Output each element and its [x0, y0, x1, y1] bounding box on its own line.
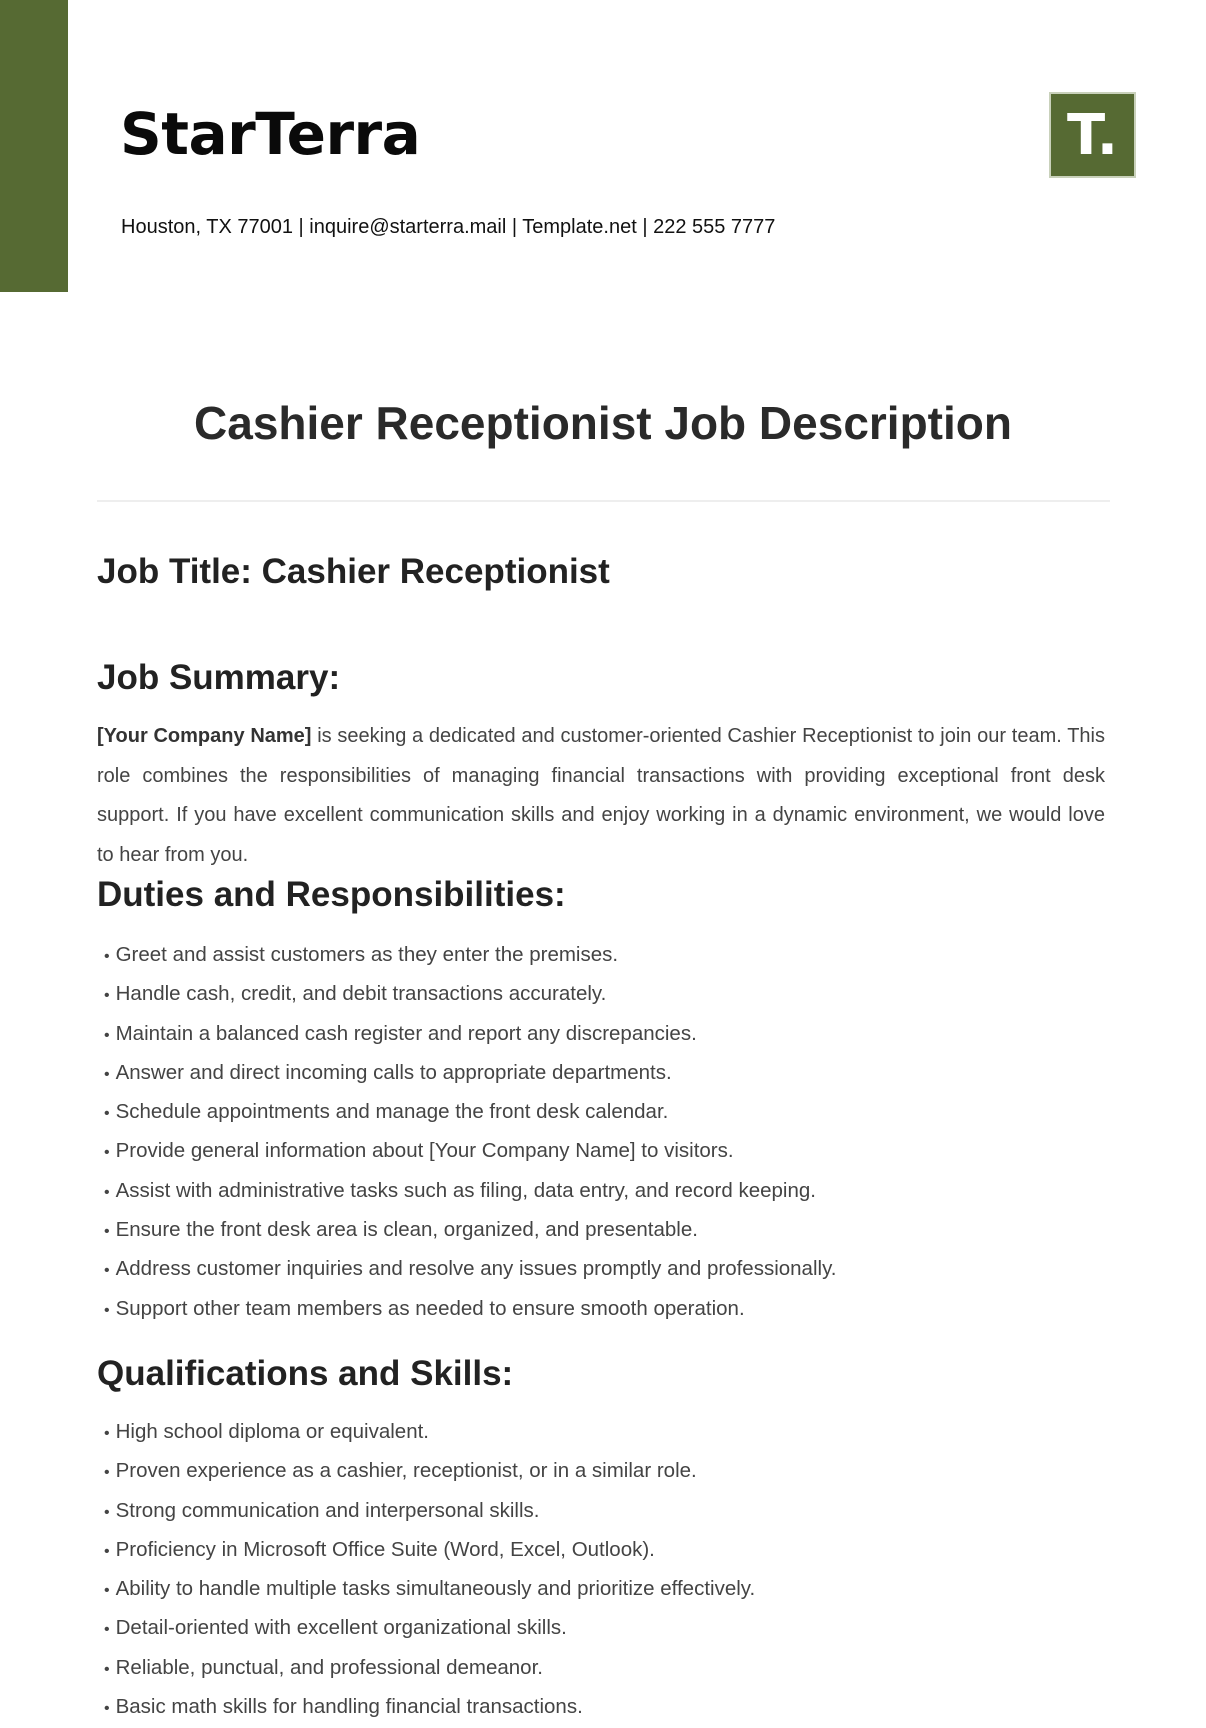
summary-body: is seeking a dedicated and customer-oriented Cashier Receptionist to join our team. This role combines the responsibilities of managing financial transactions with providing exceptional front desk support. If you have excellent communication skills and enjoy working in a dynamic environment, we would love to hear from you.	[97, 725, 1105, 866]
job-summary-heading: Job Summary:	[97, 658, 341, 697]
company-name: StarTerra	[120, 100, 421, 168]
list-item: • Ensure the front desk area is clean, organized, and presentable.	[104, 1210, 837, 1249]
list-item: • Basic math skills for handling financial transactions.	[104, 1687, 755, 1726]
accent-bar	[0, 0, 68, 292]
list-item: • Proven experience as a cashier, receptionist, or in a similar role.	[104, 1451, 755, 1490]
divider	[97, 500, 1110, 502]
list-item: • Detail-oriented with excellent organizational skills.	[104, 1608, 755, 1647]
company-placeholder: [Your Company Name]	[97, 725, 312, 747]
duties-heading: Duties and Responsibilities:	[97, 875, 566, 914]
list-item: • Handle cash, credit, and debit transactions accurately.	[104, 974, 837, 1013]
list-item: • High school diploma or equivalent.	[104, 1412, 755, 1451]
page-title: Cashier Receptionist Job Description	[194, 397, 1012, 449]
list-item: • Ability to handle multiple tasks simultaneously and prioritize effectively.	[104, 1569, 755, 1608]
list-item: • Maintain a balanced cash register and report any discrepancies.	[104, 1014, 837, 1053]
company-logo	[1049, 92, 1136, 178]
list-item: • Assist with administrative tasks such as filing, data entry, and record keeping.	[104, 1171, 837, 1210]
logo-letter: T.	[1067, 102, 1118, 168]
list-item: • Greet and assist customers as they enter the premises.	[104, 935, 837, 974]
job-title-heading: Job Title: Cashier Receptionist	[97, 552, 610, 591]
duties-list	[104, 935, 837, 1328]
contact-info: Houston, TX 77001 | inquire@starterra.mail | Template.net | 222 555 7777	[121, 216, 776, 238]
qualifications-heading: Qualifications and Skills:	[97, 1354, 514, 1393]
qualifications-list	[104, 1412, 755, 1726]
list-item: • Reliable, punctual, and professional demeanor.	[104, 1648, 755, 1687]
list-item: • Proficiency in Microsoft Office Suite (Word, Excel, Outlook).	[104, 1530, 755, 1569]
list-item: • Answer and direct incoming calls to appropriate departments.	[104, 1053, 837, 1092]
list-item: • Schedule appointments and manage the front desk calendar.	[104, 1092, 837, 1131]
job-summary-text	[97, 717, 1105, 875]
list-item: • Provide general information about [Your Company Name] to visitors.	[104, 1131, 837, 1170]
list-item: • Address customer inquiries and resolve any issues promptly and professionally.	[104, 1249, 837, 1288]
list-item: • Strong communication and interpersonal skills.	[104, 1491, 755, 1530]
list-item: • Support other team members as needed to ensure smooth operation.	[104, 1289, 837, 1328]
